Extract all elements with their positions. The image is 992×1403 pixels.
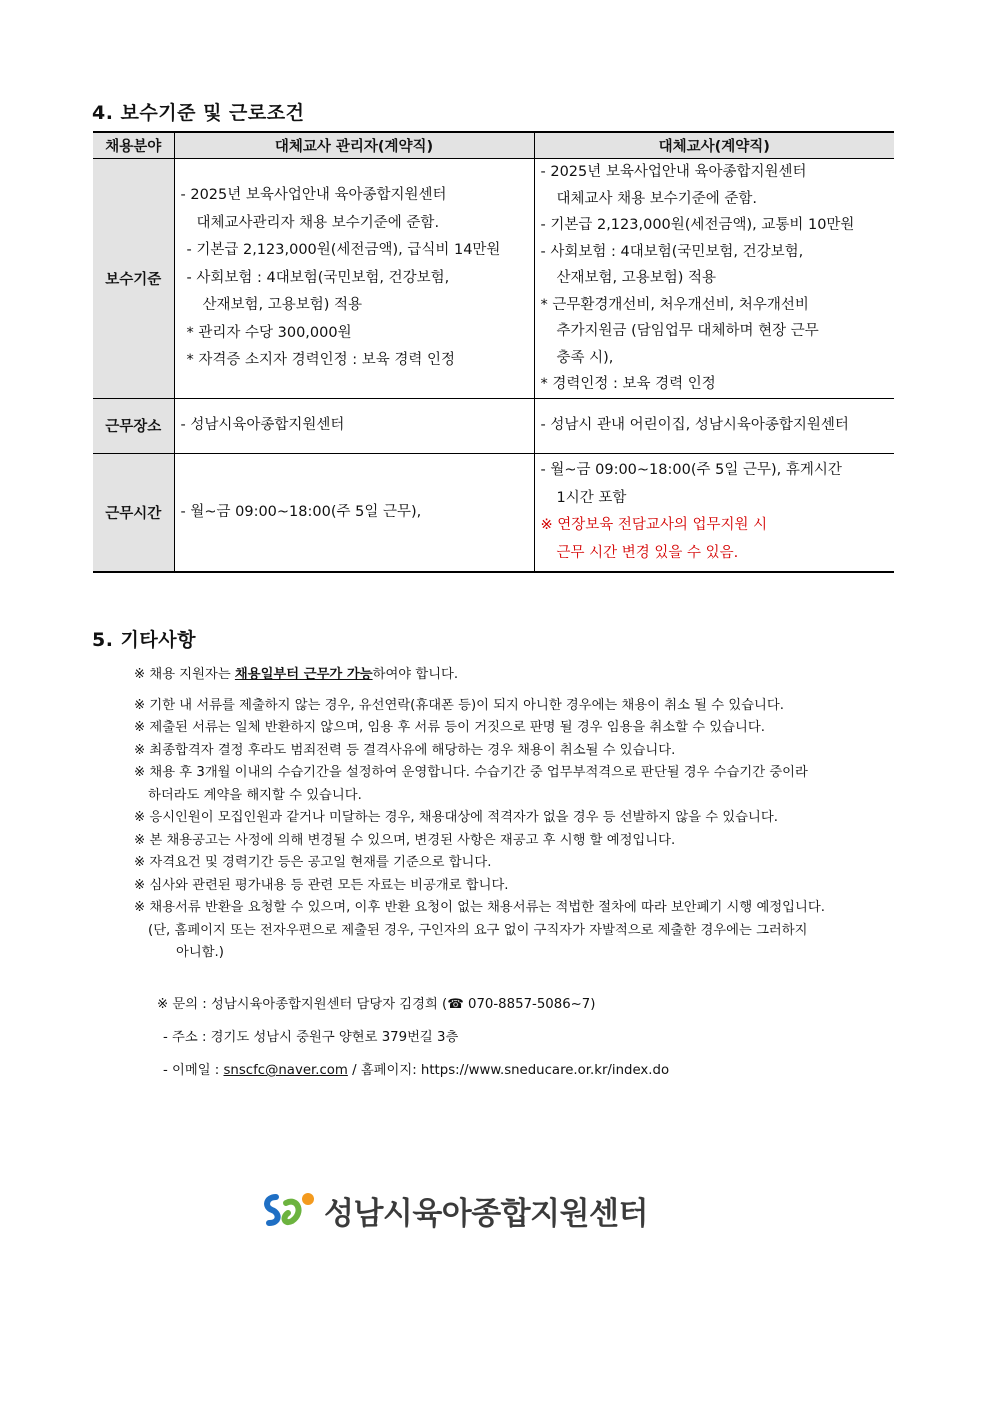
table-header-row (93, 132, 894, 159)
contact-inquiry: ※ 문의 : 성남시육아종합지원센터 담당자 김경희 (☎ 070-8857-5086~7) (157, 997, 596, 1012)
email-link[interactable]: snscfc@naver.com (223, 1063, 348, 1078)
row-label-location: 근무장소 (93, 398, 174, 453)
cell-line: 산재보험, 고용보험) 적용 (556, 270, 717, 286)
header-manager: 대체교사 관리자(계약직) (174, 132, 534, 159)
logo-text: 성남시육아종합지원센터 (324, 1196, 648, 1232)
table-row (93, 159, 894, 399)
cell-line: - 2025년 보육사업안내 육아종합지원센터 (180, 187, 447, 203)
cell-line: - 월~금 09:00~18:00(주 5일 근무), (180, 503, 422, 520)
cell-teacher-pay (534, 159, 894, 399)
note-item: ※ 제출된 서류는 일체 반환하지 않으며, 임용 후 서류 등이 거짓으로 판명 될 경우 임용을 취소할 수 있습니다. (134, 720, 765, 735)
homepage-text: / 홈페이지: https://www.sneducare.or.kr/index.do (347, 1063, 670, 1078)
note-item: ※ 최종합격자 결정 후라도 범죄전력 등 결격사유에 해당하는 경우 채용이 취소될 수 있습니다. (134, 742, 676, 758)
note-item: ※ 채용 후 3개월 이내의 수습기간을 설정하여 운영합니다. 수습기간 중 업무부적격으로 판단될 경우 수습기간 중이라 (134, 765, 808, 780)
email-label: - 이메일 : (163, 1063, 224, 1078)
cell-line: * 근무환경개선비, 처우개선비, 처우개선비 (540, 296, 809, 313)
cell-teacher-hours (534, 453, 894, 572)
cell-manager-location (174, 398, 534, 453)
header-teacher: 대체교사(계약직) (534, 132, 894, 159)
cell-line: - 기본급 2,123,000원(세전금액), 교통비 10만원 (540, 217, 855, 233)
cell-line: 대체교사 채용 보수기준에 준함. (556, 190, 758, 207)
cell-line: - 사회보험 : 4대보험(국민보험, 건강보험, (540, 243, 804, 260)
cell-line: * 경력인정 : 보육 경력 인정 (540, 376, 716, 392)
cell-line: 산재보험, 고용보험) 적용 (202, 297, 363, 313)
note-item: 하더라도 계약을 해지할 수 있습니다. (148, 787, 362, 803)
cell-manager-hours (174, 453, 534, 572)
note-item (134, 664, 914, 687)
contact-address: - 주소 : 경기도 성남시 중원구 양현로 379번길 3층 (163, 1030, 459, 1045)
note-item: 아니함.) (176, 945, 224, 960)
note-item: (단, 홈페이지 또는 전자우편으로 제출된 경우, 구인자의 요구 없이 구직자가 자발적으로 제출한 경우에는 그러하지 (148, 922, 808, 938)
cell-line: 대체교사관리자 채용 보수기준에 준함. (196, 214, 440, 231)
table-row (93, 398, 894, 453)
cell-line: - 성남시 관내 어린이집, 성남시육아종합지원센터 (540, 416, 849, 433)
contact-info (157, 988, 669, 1087)
header-field: 채용분야 (93, 132, 174, 159)
cell-line: - 월~금 09:00~18:00(주 5일 근무), 휴게시간 (540, 462, 842, 479)
note-suffix: 하여야 합니다. (372, 667, 459, 682)
section-4-title: 4. 보수기준 및 근로조건 (92, 102, 305, 124)
cell-teacher-location (534, 398, 894, 453)
cell-line: 1시간 포함 (556, 489, 627, 506)
cell-line: 추가지원금 (담임업무 대체하며 현장 근무 (556, 323, 819, 339)
section-5-title: 5. 기타사항 (92, 629, 196, 651)
row-label-hours: 근무시간 (93, 453, 174, 572)
row-label-pay: 보수기준 (93, 159, 174, 399)
pay-conditions-table (93, 131, 894, 573)
logo-mark-icon (262, 1189, 318, 1233)
cell-manager-pay (174, 159, 534, 399)
notes-list (134, 664, 914, 965)
note-item: ※ 심사와 관련된 평가내용 등 관련 모든 자료는 비공개로 합니다. (134, 877, 509, 893)
note-item: ※ 채용서류 반환을 요청할 수 있으며, 이후 반환 요청이 없는 채용서류는 적법한 절차에 따라 보안폐기 시행 예정입니다. (134, 900, 825, 915)
note-item: ※ 응시인원이 모집인원과 같거나 미달하는 경우, 채용대상에 적격자가 없을 경우 등 선발하지 않을 수 있습니다. (134, 810, 778, 825)
cell-line: 충족 시), (556, 349, 614, 366)
table-row (93, 453, 894, 572)
cell-line: * 자격증 소지자 경력인정 : 보육 경력 인정 (186, 352, 456, 368)
cell-note-line: ※ 연장보육 전담교사의 업무지원 시 (540, 517, 768, 534)
cell-note-line: 근무 시간 변경 있을 수 있음. (556, 544, 739, 561)
note-prefix: ※ 채용 지원자는 (134, 667, 235, 682)
note-item: ※ 본 채용공고는 사정에 의해 변경될 수 있으며, 변경된 사항은 재공고 후 시행 할 예정입니다. (134, 832, 676, 848)
center-logo (262, 1188, 648, 1233)
note-item: ※ 기한 내 서류를 제출하지 않는 경우, 유선연락(휴대폰 등)이 되지 아니한 경우에는 채용이 취소 될 수 있습니다. (134, 697, 784, 713)
contact-web (157, 1054, 669, 1087)
note-item: ※ 자격요건 및 경력기간 등은 공고일 현재를 기준으로 합니다. (134, 855, 492, 870)
note-emphasis: 채용일부터 근무가 가능 (234, 667, 373, 682)
cell-line: * 관리자 수당 300,000원 (186, 324, 352, 341)
cell-line: - 성남시육아종합지원센터 (180, 416, 345, 433)
cell-line: - 기본급 2,123,000원(세전금액), 급식비 14만원 (186, 242, 501, 258)
cell-line: - 2025년 보육사업안내 육아종합지원센터 (540, 164, 807, 180)
cell-line: - 사회보험 : 4대보험(국민보험, 건강보험, (186, 269, 450, 286)
